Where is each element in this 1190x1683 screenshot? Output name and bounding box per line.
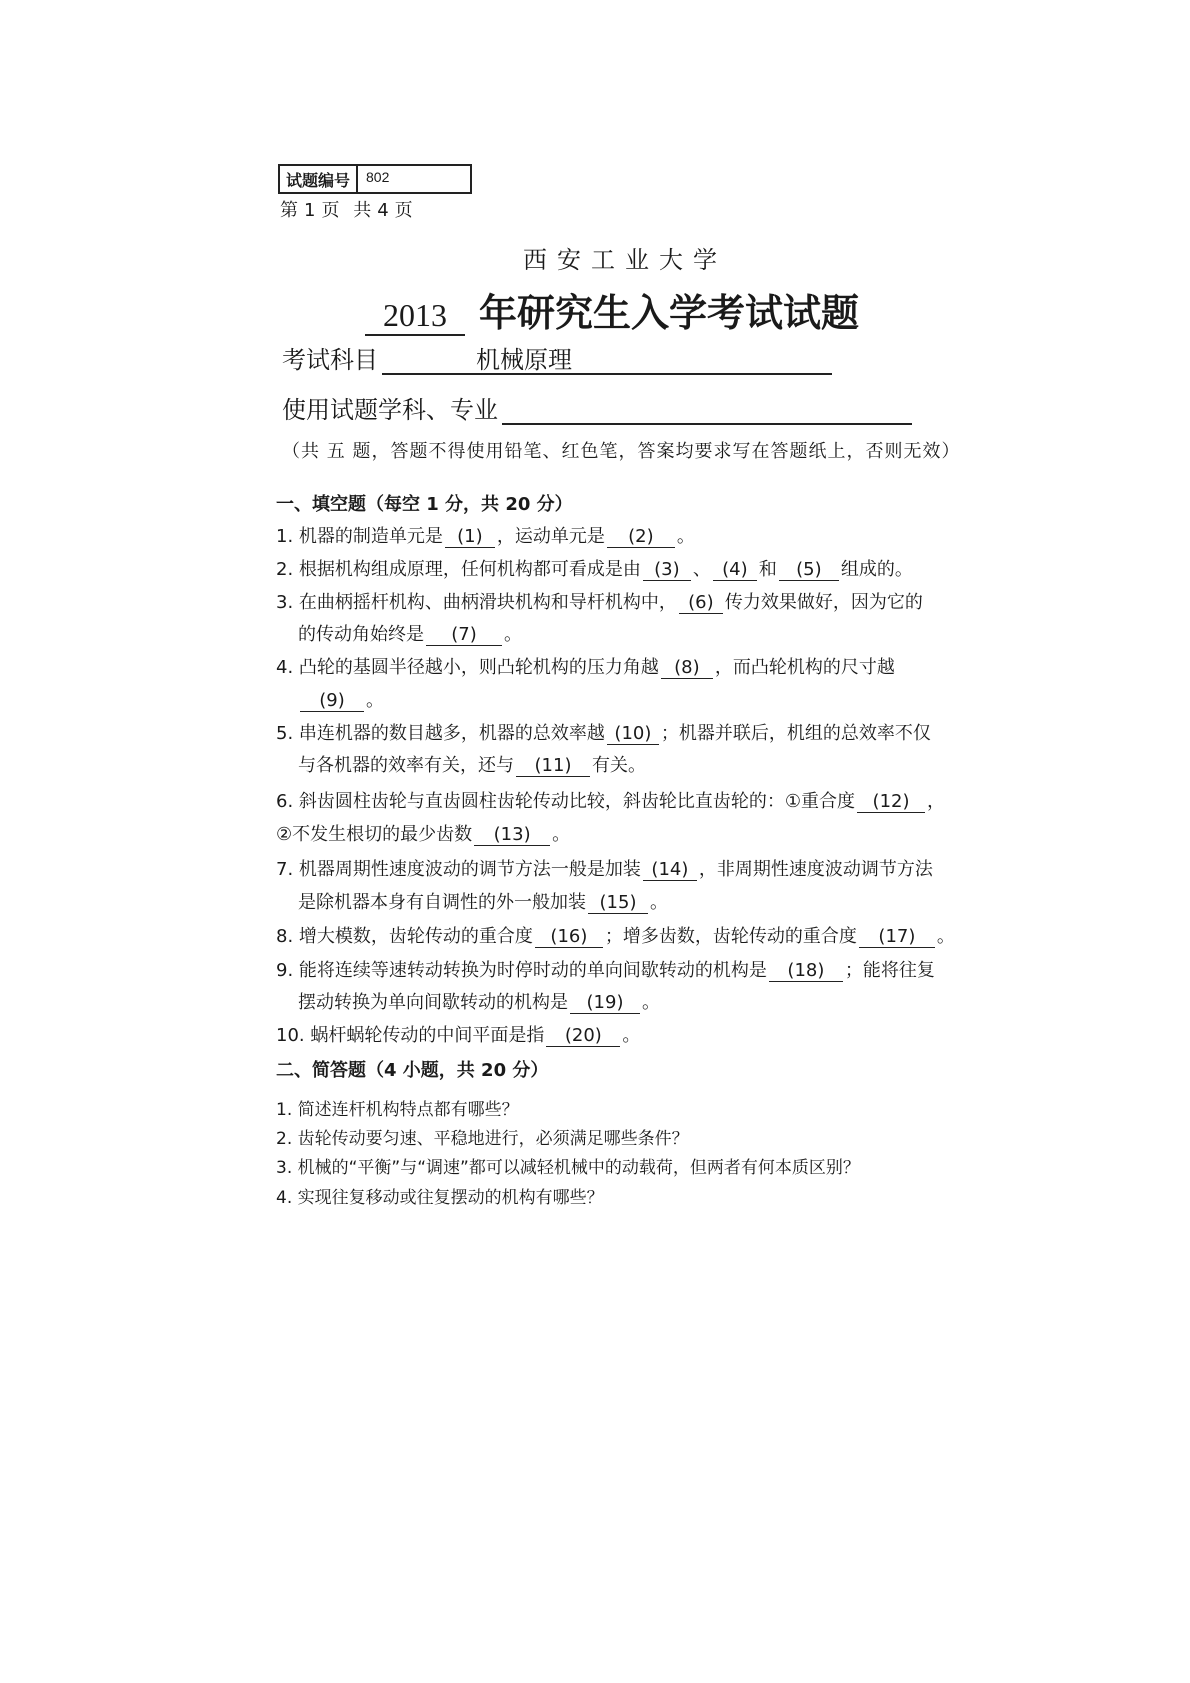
exam-title-text: 年研究生入学考试试题 [479,291,860,335]
short-question-4: 4. 实现往复移动或往复摆动的机构有哪些？ [276,1188,604,1208]
question-5: 5. 串连机器的数目越多，机器的总效率越 (10) ；机器并联后，机组的总效率不仅 [276,723,931,744]
major-line [502,423,912,425]
short-question-3: 3. 机械的“平衡”与“调速”都可以减轻机械中的动载荷，但两者有何本质区别？ [276,1158,860,1178]
question-8: 8. 增大模数，齿轮传动的重合度 (16) ；增多齿数，齿轮传动的重合度 (17) 。 [276,926,955,947]
short-question-2: 2. 齿轮传动要匀速、平稳地进行，必须满足哪些条件？ [276,1129,689,1149]
short-question-1: 1. 简述连杆机构特点都有哪些？ [276,1100,519,1120]
exam-code-box [278,164,472,194]
question-9-cont: 摆动转换为单向间歇转动的机构是 (19) 。 [298,992,660,1013]
major-label: 使用试题学科、专业 [282,396,498,424]
exam-code-value: 802 [366,169,390,185]
question-7: 7. 机器周期性速度波动的调节方法一般是加装 (14) ，非周期性速度波动调节方法 [276,859,933,880]
question-7-cont: 是除机器本身有自调性的外一般加装 (15) 。 [298,892,668,913]
question-6: 6. 斜齿圆柱齿轮与直齿圆柱齿轮传动比较，斜齿轮比直齿轮的：①重合度 (12) ， [276,791,946,812]
question-4-cont: (9) 。 [298,686,384,712]
subject-value: 机械原理 [476,346,572,374]
subject-row [282,340,832,375]
question-3: 3. 在曲柄摇杆机构、曲柄滑块机构和导杆机构中， (6) 传力效果做好，因为它的 [276,592,923,613]
exam-instructions: （共 五 题，答题不得使用铅笔、红色笔，答案均要求写在答题纸上，否则无效） [282,441,961,462]
question-6-cont: ②不发生根切的最少齿数 (13) 。 [276,824,571,845]
section-1-title: 一、填空题（每空 1 分，共 20 分） [276,494,573,515]
subject-line [382,373,832,375]
question-10: 10. 蜗杆蜗轮传动的中间平面是指 (20) 。 [276,1025,641,1046]
question-5-cont: 与各机器的效率有关，还与 (11) 有关。 [298,755,646,776]
school-name: 西安工业大学 [523,246,727,274]
page-info: 第 1 页 共 4 页 [280,200,415,221]
question-4: 4. 凸轮的基圆半径越小，则凸轮机构的压力角越 (8) ，而凸轮机构的尺寸越 [276,657,895,678]
question-1: 1. 机器的制造单元是 (1) ，运动单元是 (2) 。 [276,526,695,547]
exam-year: 2013 [365,297,465,336]
exam-title [365,282,859,337]
subject-label: 考试科目 [282,346,378,374]
question-2: 2. 根据机构组成原理，任何机构都可看成是由 (3) 、 (4) 和 (5) 组成的。 [276,559,913,580]
section-2-title: 二、简答题（4 小题，共 20 分） [276,1060,549,1081]
question-3-cont: 的传动角始终是 (7) 。 [298,624,522,645]
question-9: 9. 能将连续等速转动转换为时停时动的单向间歇转动的机构是 (18) ；能将往复 [276,960,935,981]
major-row [282,390,912,425]
exam-code-label: 试题编号 [280,166,358,192]
